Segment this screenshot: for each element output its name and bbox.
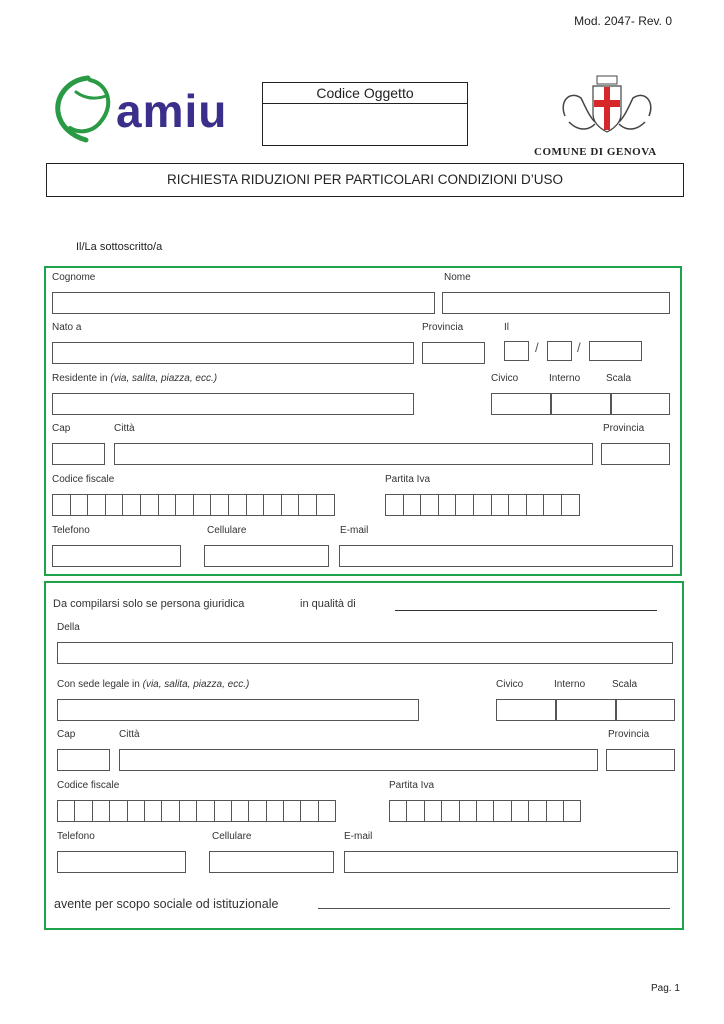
tax-code-label: Codice fiscale (52, 474, 115, 485)
char-cell[interactable] (284, 801, 301, 821)
company-stair-field[interactable] (616, 699, 675, 721)
company-phone-field[interactable] (57, 851, 186, 873)
char-cell[interactable] (390, 801, 407, 821)
char-cell[interactable] (215, 801, 232, 821)
surname-label: Cognome (52, 272, 96, 283)
city-label: Città (114, 423, 135, 434)
model-code: Mod. 2047- Rev. 0 (574, 14, 672, 28)
of-label: Della (57, 622, 80, 633)
char-cell[interactable] (425, 801, 442, 821)
char-cell[interactable] (319, 801, 336, 821)
char-cell[interactable] (547, 801, 564, 821)
company-name-field[interactable] (57, 642, 673, 664)
char-cell[interactable] (564, 801, 581, 821)
char-cell[interactable] (58, 801, 75, 821)
char-cell[interactable] (527, 495, 545, 515)
company-phone-label: Telefono (57, 831, 95, 842)
object-code-box (262, 82, 468, 146)
company-zip-label: Cap (57, 729, 76, 740)
char-cell[interactable] (421, 495, 439, 515)
char-cell[interactable] (494, 801, 511, 821)
char-cell[interactable] (439, 495, 457, 515)
role-line-field[interactable] (395, 610, 657, 611)
company-address-field[interactable] (57, 699, 419, 721)
company-stair-label: Scala (612, 679, 638, 690)
char-cell[interactable] (544, 495, 562, 515)
zip-label: Cap (52, 423, 71, 434)
name-label: Nome (444, 272, 471, 283)
char-cell[interactable] (128, 801, 145, 821)
char-cell[interactable] (141, 495, 159, 515)
char-cell[interactable] (267, 801, 284, 821)
birth-date-label: Il (504, 322, 509, 333)
char-cell[interactable] (176, 495, 194, 515)
city-field[interactable] (114, 443, 593, 465)
char-cell[interactable] (317, 495, 335, 515)
char-cell[interactable] (194, 495, 212, 515)
company-province-field[interactable] (606, 749, 675, 771)
char-cell[interactable] (282, 495, 300, 515)
province-label: Provincia (603, 423, 645, 434)
char-cell[interactable] (492, 495, 510, 515)
company-email-field[interactable] (344, 851, 678, 873)
char-cell[interactable] (249, 801, 266, 821)
char-cell[interactable] (162, 801, 179, 821)
char-cell[interactable] (301, 801, 318, 821)
char-cell[interactable] (562, 495, 580, 515)
interior-label: Interno (549, 373, 581, 384)
char-cell[interactable] (442, 801, 459, 821)
date-separator: / (535, 340, 539, 355)
logo-text: amiu (116, 85, 228, 137)
char-cell[interactable] (456, 495, 474, 515)
company-vat-label: Partita Iva (389, 780, 435, 791)
company-mobile-field[interactable] (209, 851, 334, 873)
object-code-field[interactable] (263, 104, 467, 146)
interior-field[interactable] (551, 393, 611, 415)
char-cell[interactable] (509, 495, 527, 515)
amiu-logo (50, 74, 240, 146)
company-address-label-text: Con sede legale in (57, 679, 143, 690)
company-zip-field[interactable] (57, 749, 110, 771)
phone-label: Telefono (52, 525, 90, 536)
mobile-field[interactable] (204, 545, 329, 567)
comune-crest (555, 72, 659, 144)
page-number: Pag. 1 (651, 983, 680, 994)
address-hint: (via, salita, piazza, ecc.) (110, 373, 218, 384)
email-field[interactable] (339, 545, 673, 567)
stair-field[interactable] (611, 393, 670, 415)
char-cell[interactable] (145, 801, 162, 821)
province-field[interactable] (601, 443, 670, 465)
char-cell[interactable] (386, 495, 404, 515)
zip-field[interactable] (52, 443, 105, 465)
char-cell[interactable] (229, 495, 247, 515)
char-cell[interactable] (123, 495, 141, 515)
company-city-field[interactable] (119, 749, 598, 771)
char-cell[interactable] (75, 801, 92, 821)
address-label (52, 373, 217, 384)
char-cell[interactable] (197, 801, 214, 821)
company-vat-field[interactable] (389, 800, 581, 822)
char-cell[interactable] (232, 801, 249, 821)
company-mobile-label: Cellulare (212, 831, 252, 842)
comune-label: COMUNE DI GENOVA (534, 146, 657, 158)
char-cell[interactable] (88, 495, 106, 515)
char-cell[interactable] (71, 495, 89, 515)
company-province-label: Provincia (608, 729, 650, 740)
char-cell[interactable] (110, 801, 127, 821)
char-cell[interactable] (106, 495, 124, 515)
surname-field[interactable] (52, 292, 435, 314)
char-cell[interactable] (299, 495, 317, 515)
vat-label: Partita Iva (385, 474, 431, 485)
company-interior-label: Interno (554, 679, 586, 690)
address-label-text: Residente in (52, 373, 111, 384)
char-cell[interactable] (264, 495, 282, 515)
mobile-label: Cellulare (207, 525, 247, 536)
char-cell[interactable] (529, 801, 546, 821)
birth-day-field[interactable] (504, 341, 529, 361)
form-title: RICHIESTA RIDUZIONI PER PARTICOLARI CONDIZIONI D’USO (166, 172, 564, 187)
char-cell[interactable] (477, 801, 494, 821)
company-email-label: E-mail (344, 831, 373, 842)
company-tax-code-field[interactable] (57, 800, 336, 822)
birthplace-field[interactable] (52, 342, 414, 364)
role-label: in qualità di (300, 598, 356, 610)
birth-province-field[interactable] (422, 342, 485, 364)
company-city-label: Città (119, 729, 140, 740)
form-title-box (46, 163, 684, 197)
char-cell[interactable] (247, 495, 265, 515)
birth-year-field[interactable] (589, 341, 642, 361)
company-intro-label: Da compilarsi solo se persona giuridica (53, 598, 245, 610)
genova-crest-icon (555, 72, 659, 144)
birthplace-label: Nato a (52, 322, 82, 333)
phone-field[interactable] (52, 545, 181, 567)
company-interior-field[interactable] (556, 699, 616, 721)
char-cell[interactable] (53, 495, 71, 515)
name-field[interactable] (442, 292, 670, 314)
address-field[interactable] (52, 393, 414, 415)
char-cell[interactable] (93, 801, 110, 821)
char-cell[interactable] (180, 801, 197, 821)
vat-field[interactable] (385, 494, 580, 516)
purpose-line-field[interactable] (318, 908, 670, 909)
object-code-label: Codice Oggetto (263, 83, 467, 104)
birth-province-label: Provincia (422, 322, 464, 333)
char-cell[interactable] (474, 495, 492, 515)
number-field[interactable] (491, 393, 551, 415)
char-cell[interactable] (460, 801, 477, 821)
intro-text: Il/La sottoscritto/a (76, 241, 163, 253)
char-cell[interactable] (407, 801, 424, 821)
tax-code-field[interactable] (52, 494, 335, 516)
purpose-label: avente per scopo sociale od istituzionale (54, 897, 279, 911)
date-separator: / (577, 340, 581, 355)
number-label: Civico (491, 373, 519, 384)
company-tax-code-label: Codice fiscale (57, 780, 120, 791)
birth-month-field[interactable] (547, 341, 572, 361)
char-cell[interactable] (159, 495, 177, 515)
char-cell[interactable] (404, 495, 422, 515)
char-cell[interactable] (512, 801, 529, 821)
email-label: E-mail (340, 525, 369, 536)
stair-label: Scala (606, 373, 632, 384)
company-number-label: Civico (496, 679, 524, 690)
company-address-label (57, 679, 249, 690)
company-address-hint: (via, salita, piazza, ecc.) (142, 679, 250, 690)
char-cell[interactable] (211, 495, 229, 515)
company-number-field[interactable] (496, 699, 556, 721)
